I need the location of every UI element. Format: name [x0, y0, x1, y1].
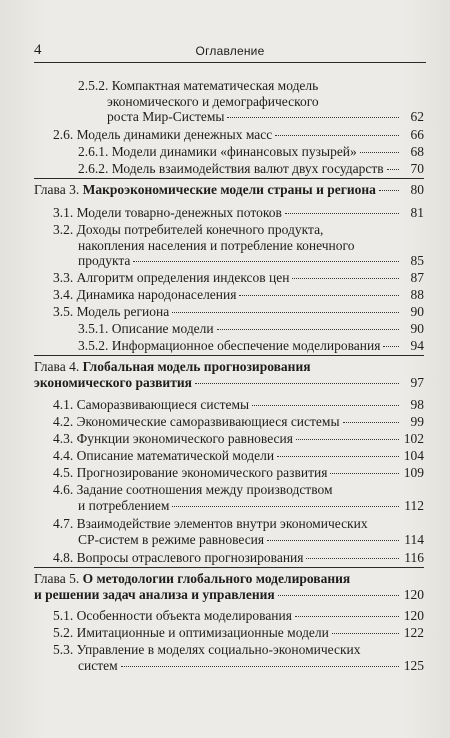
toc-entry-text: 3.5.2. Информационное обеспечение моделирования	[78, 338, 381, 353]
toc-page-number: 68	[410, 144, 424, 159]
toc-entry-text: 4.4. Описание математической модели	[53, 448, 275, 463]
toc-entry	[53, 270, 424, 286]
chapter-title: Макроэкономические модели страны и региона	[82, 182, 376, 197]
toc-page-number: 109	[403, 465, 424, 480]
chapter-divider	[34, 567, 424, 568]
toc-page-number: 112	[404, 497, 424, 513]
toc-page-number: 102	[403, 431, 424, 446]
chapter-prefix: Глава 3.	[34, 182, 80, 197]
toc-page-number: 87	[410, 270, 424, 285]
toc-entry-text: 3.4. Динамика народонаселения	[53, 287, 237, 302]
toc-page-number: 81	[410, 205, 424, 220]
page-number: 4	[34, 42, 42, 58]
toc-entry-text: роста Мир-Системы	[107, 109, 225, 124]
toc-entry-text: 3.5.1. Описание модели	[78, 321, 214, 336]
toc-page-number: 62	[410, 109, 424, 124]
toc-page-number: 104	[403, 448, 424, 463]
toc-entry-text: 4.3. Функции экономического равновесия	[53, 431, 293, 446]
chapter-divider	[34, 355, 424, 356]
toc-page-number: 99	[410, 414, 424, 429]
toc-entry-text: 5.3. Управление в моделях социально-экономических	[53, 642, 361, 657]
toc-entry	[53, 516, 424, 547]
toc-entry	[53, 222, 424, 269]
toc-page-number: 120	[403, 608, 424, 623]
toc-page-number: 114	[404, 531, 424, 547]
toc-entry-text: 2.5.2. Компактная математическая модель	[78, 78, 319, 93]
toc-chapter	[34, 359, 424, 390]
chapter-prefix: Глава 5.	[34, 571, 80, 586]
toc-entry	[53, 448, 424, 464]
toc-entry-text: экономического и демографического	[107, 93, 319, 109]
chapter-divider	[34, 178, 424, 179]
toc-page-number: 85	[410, 253, 424, 268]
toc-entry-text: 2.6.2. Модель взаимодействия валют двух государств	[78, 161, 384, 176]
page-header	[34, 40, 426, 63]
toc-entry	[53, 482, 424, 513]
toc-entry-text: систем	[78, 657, 118, 673]
toc-entry-text: 5.1. Особенности объекта моделирования	[53, 608, 292, 623]
toc-entry	[53, 625, 424, 641]
chapter-prefix: Глава 4.	[34, 359, 80, 374]
toc-entry	[53, 465, 424, 481]
toc-entry	[53, 127, 424, 143]
toc-entry	[53, 608, 424, 624]
toc-page-number: 125	[403, 657, 424, 673]
toc-entry	[53, 287, 424, 303]
toc-entry-text: 2.6.1. Модели динамики «финансовых пузырей»	[78, 144, 357, 159]
toc-entry	[53, 304, 424, 320]
toc-entry-text: 3.3. Алгоритм определения индексов цен	[53, 270, 290, 285]
chapter-title: экономического развития	[34, 374, 192, 390]
toc-entry-text: 4.6. Задание соотношения между производством	[53, 482, 333, 497]
toc-entry-text: накопления населения и потребление конечного	[78, 237, 355, 253]
toc-entry	[53, 397, 424, 413]
toc-page-number: 80	[410, 182, 424, 197]
toc-entry	[53, 414, 424, 430]
toc-page-number: 116	[404, 550, 424, 565]
toc-entry-text: СР-систем в режиме равновесия	[78, 531, 265, 547]
chapter-title: О методологии глобального моделирования	[82, 571, 351, 586]
chapter-title: Глобальная модель прогнозирования	[82, 359, 311, 374]
toc-page-number: 70	[410, 161, 424, 176]
toc-entry-text: 5.2. Имитационные и оптимизационные модели	[53, 625, 329, 640]
running-title: Оглавление	[195, 44, 265, 58]
toc-entry	[78, 338, 424, 354]
toc-entry-text: 2.6. Модель динамики денежных масс	[53, 127, 273, 142]
chapter-title: и решении задач анализа и управления	[34, 586, 275, 602]
toc-entry	[53, 431, 424, 447]
toc-entry-text: 4.5. Прогнозирование экономического развития	[53, 465, 328, 480]
toc-entry	[53, 550, 424, 566]
toc-entry-text: и потреблением	[78, 497, 170, 513]
toc-page-number: 88	[410, 287, 424, 302]
toc-entry	[78, 321, 424, 337]
toc-page-number: 122	[403, 625, 424, 640]
toc-entry-text: 3.5. Модель региона	[53, 304, 170, 319]
toc-entry-text: 3.2. Доходы потребителей конечного продукта,	[53, 222, 324, 237]
toc-entry	[78, 78, 424, 125]
toc-page-number: 120	[403, 586, 424, 602]
toc-entry	[78, 144, 424, 160]
toc-entry-text: 3.1. Модели товарно-денежных потоков	[53, 205, 282, 220]
toc-entry-text: 4.2. Экономические саморазвивающиеся системы	[53, 414, 340, 429]
toc-page-number: 90	[410, 304, 424, 319]
toc-entry	[78, 161, 424, 177]
toc-chapter	[34, 182, 424, 198]
toc-page-number: 66	[410, 127, 424, 142]
toc-entry-text: продукта	[78, 253, 131, 268]
toc-entry-text: 4.8. Вопросы отраслевого прогнозирования	[53, 550, 304, 565]
toc-entry	[53, 205, 424, 221]
toc-chapter	[34, 571, 424, 602]
toc-page-number: 97	[410, 374, 424, 390]
toc-entry-text: 4.7. Взаимодействие элементов внутри экономических	[53, 516, 368, 531]
toc-page-number: 90	[410, 321, 424, 336]
toc-page-number: 98	[410, 397, 424, 412]
toc-entry-text: 4.1. Саморазвивающиеся системы	[53, 397, 250, 412]
toc-entry	[53, 642, 424, 673]
toc-page-number: 94	[410, 338, 424, 353]
